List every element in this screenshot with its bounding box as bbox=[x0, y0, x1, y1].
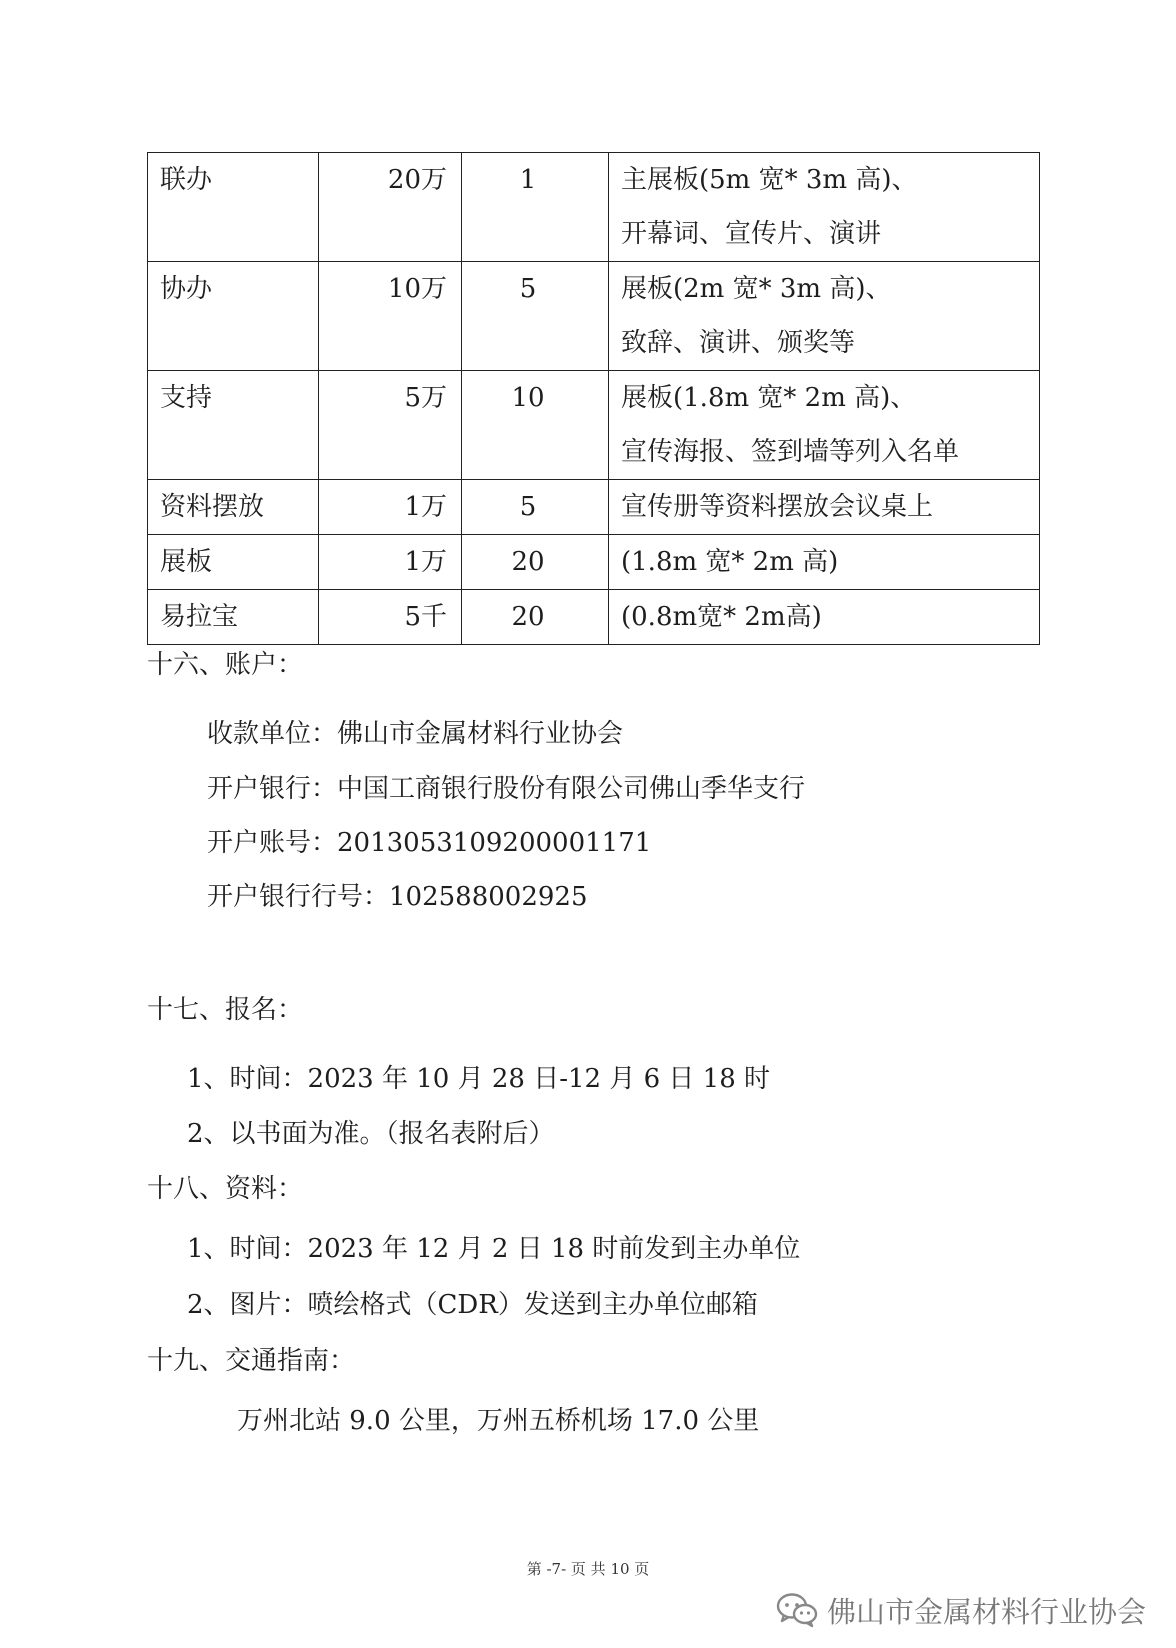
account-payee: 收款单位：佛山市金属材料行业协会 bbox=[207, 719, 624, 749]
cell-quota: 20 bbox=[462, 535, 609, 590]
cell-amount: 5千 bbox=[319, 590, 462, 645]
benefit-line: (1.8m 宽* 2m 高) bbox=[621, 547, 839, 577]
benefit-line: (0.8m宽* 2m高) bbox=[621, 602, 822, 632]
benefit-line: 展板(1.8m 宽* 2m 高)、 bbox=[621, 383, 917, 413]
table-row bbox=[148, 535, 1040, 590]
benefit-line: 主展板(5m 宽* 3m 高)、 bbox=[621, 165, 918, 195]
cell-sponsor-level: 联办 bbox=[148, 153, 319, 262]
materials-item-1: 1、时间：2023 年 12 月 2 日 18 时前发到主办单位 bbox=[187, 1234, 801, 1264]
benefit-line: 宣传册等资料摆放会议桌上 bbox=[621, 492, 934, 522]
signup-item-1: 1、时间：2023 年 10 月 28 日-12 月 6 日 18 时 bbox=[187, 1064, 771, 1094]
materials-item-2: 2、图片：喷绘格式（CDR）发送到主办单位邮箱 bbox=[187, 1290, 758, 1320]
cell-sponsor-level: 易拉宝 bbox=[148, 590, 319, 645]
cell-sponsor-level: 支持 bbox=[148, 371, 319, 480]
cell-benefits bbox=[609, 480, 1040, 535]
account-bank: 开户银行：中国工商银行股份有限公司佛山季华支行 bbox=[207, 774, 806, 804]
page-footer: 第 -7- 页 共 10 页 bbox=[526, 1560, 650, 1578]
account-number: 开户账号：2013053109200001171 bbox=[207, 828, 652, 858]
account-heading: 十六、账户： bbox=[147, 650, 304, 680]
table-row bbox=[148, 153, 1040, 262]
traffic-text: 万州北站 9.0 公里，万州五桥机场 17.0 公里 bbox=[237, 1406, 760, 1436]
cell-sponsor-level: 展板 bbox=[148, 535, 319, 590]
materials-heading: 十八、资料： bbox=[147, 1174, 304, 1204]
sponsorship-table-body bbox=[148, 153, 1040, 645]
cell-quota: 1 bbox=[462, 153, 609, 262]
sponsorship-table bbox=[147, 152, 1040, 645]
benefit-line: 致辞、演讲、颁奖等 bbox=[621, 328, 856, 358]
benefit-line: 宣传海报、签到墙等列入名单 bbox=[621, 437, 960, 467]
cell-quota: 10 bbox=[462, 371, 609, 480]
cell-benefits bbox=[609, 535, 1040, 590]
cell-quota: 5 bbox=[462, 480, 609, 535]
cell-amount: 20万 bbox=[319, 153, 462, 262]
signup-item-2: 2、以书面为准。（报名表附后） bbox=[187, 1119, 555, 1149]
benefit-line: 开幕词、宣传片、演讲 bbox=[621, 219, 882, 249]
cell-benefits bbox=[609, 262, 1040, 371]
benefit-line: 展板(2m 宽* 3m 高)、 bbox=[621, 274, 892, 304]
wechat-icon bbox=[775, 1590, 819, 1630]
account-bank-code: 开户银行行号：102588002925 bbox=[207, 882, 588, 912]
table-row bbox=[148, 262, 1040, 371]
cell-quota: 5 bbox=[462, 262, 609, 371]
traffic-heading: 十九、交通指南： bbox=[147, 1346, 356, 1376]
cell-amount: 10万 bbox=[319, 262, 462, 371]
table-row bbox=[148, 480, 1040, 535]
cell-benefits bbox=[609, 153, 1040, 262]
table-row bbox=[148, 590, 1040, 645]
watermark bbox=[775, 1588, 1146, 1632]
cell-amount: 1万 bbox=[319, 480, 462, 535]
cell-sponsor-level: 协办 bbox=[148, 262, 319, 371]
cell-quota: 20 bbox=[462, 590, 609, 645]
cell-benefits bbox=[609, 590, 1040, 645]
cell-benefits bbox=[609, 371, 1040, 480]
table-row bbox=[148, 371, 1040, 480]
watermark-text: 佛山市金属材料行业协会 bbox=[826, 1594, 1146, 1629]
cell-sponsor-level: 资料摆放 bbox=[148, 480, 319, 535]
signup-heading: 十七、报名： bbox=[147, 995, 304, 1025]
cell-amount: 1万 bbox=[319, 535, 462, 590]
cell-amount: 5万 bbox=[319, 371, 462, 480]
